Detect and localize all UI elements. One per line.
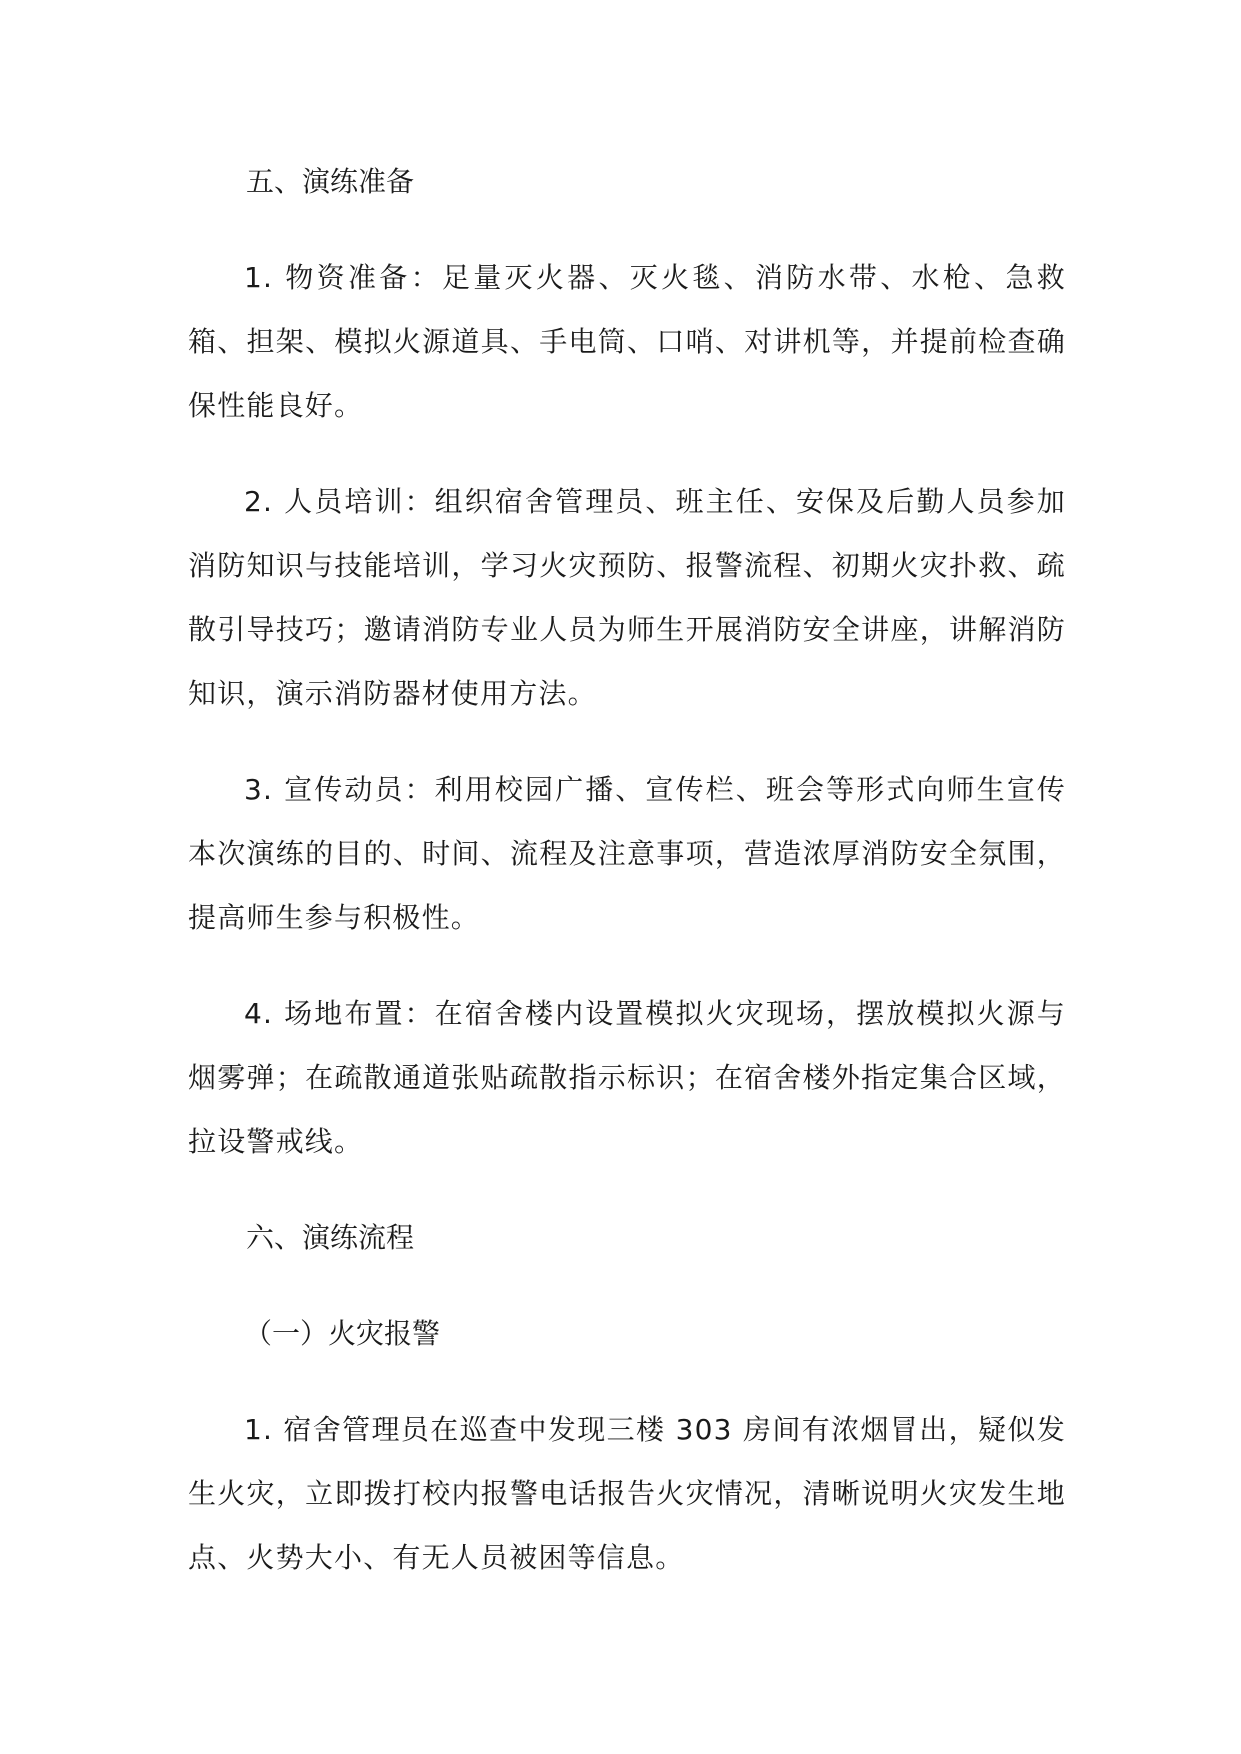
document-body (188, 150, 1066, 1622)
section-heading-drill-preparation: 五、演练准备 (246, 165, 415, 198)
paragraph-site-layout: 4. 场地布置：在宿舍楼内设置模拟火灾现场，摆放模拟火源与烟雾弹；在疏散通道张贴疏散指示标识；在宿舍楼外指定集合区域，拉设警戒线。 (188, 997, 1066, 1158)
subsection-heading-fire-alarm: （一）火灾报警 (244, 1317, 441, 1350)
section-heading-drill-process: 六、演练流程 (246, 1221, 415, 1254)
paragraph-publicity-mobilization: 3. 宣传动员：利用校园广播、宣传栏、班会等形式向师生宣传本次演练的目的、时间、流程及注意事项，营造浓厚消防安全氛围，提高师生参与积极性。 (188, 773, 1066, 934)
paragraph-material-preparation: 1. 物资准备：足量灭火器、灭火毯、消防水带、水枪、急救箱、担架、模拟火源道具、手电筒、口哨、对讲机等，并提前检查确保性能良好。 (188, 261, 1066, 422)
paragraph-personnel-training: 2. 人员培训：组织宿舍管理员、班主任、安保及后勤人员参加消防知识与技能培训，学习火灾预防、报警流程、初期火灾扑救、疏散引导技巧；邀请消防专业人员为师生开展消防安全讲座，讲解消防知识，演示消防器材使用方法。 (188, 485, 1066, 710)
paragraph-fire-alarm-report: 1. 宿舍管理员在巡查中发现三楼 303 房间有浓烟冒出，疑似发生火灾，立即拨打校内报警电话报告火灾情况，清晰说明火灾发生地点、火势大小、有无人员被困等信息。 (188, 1413, 1066, 1574)
